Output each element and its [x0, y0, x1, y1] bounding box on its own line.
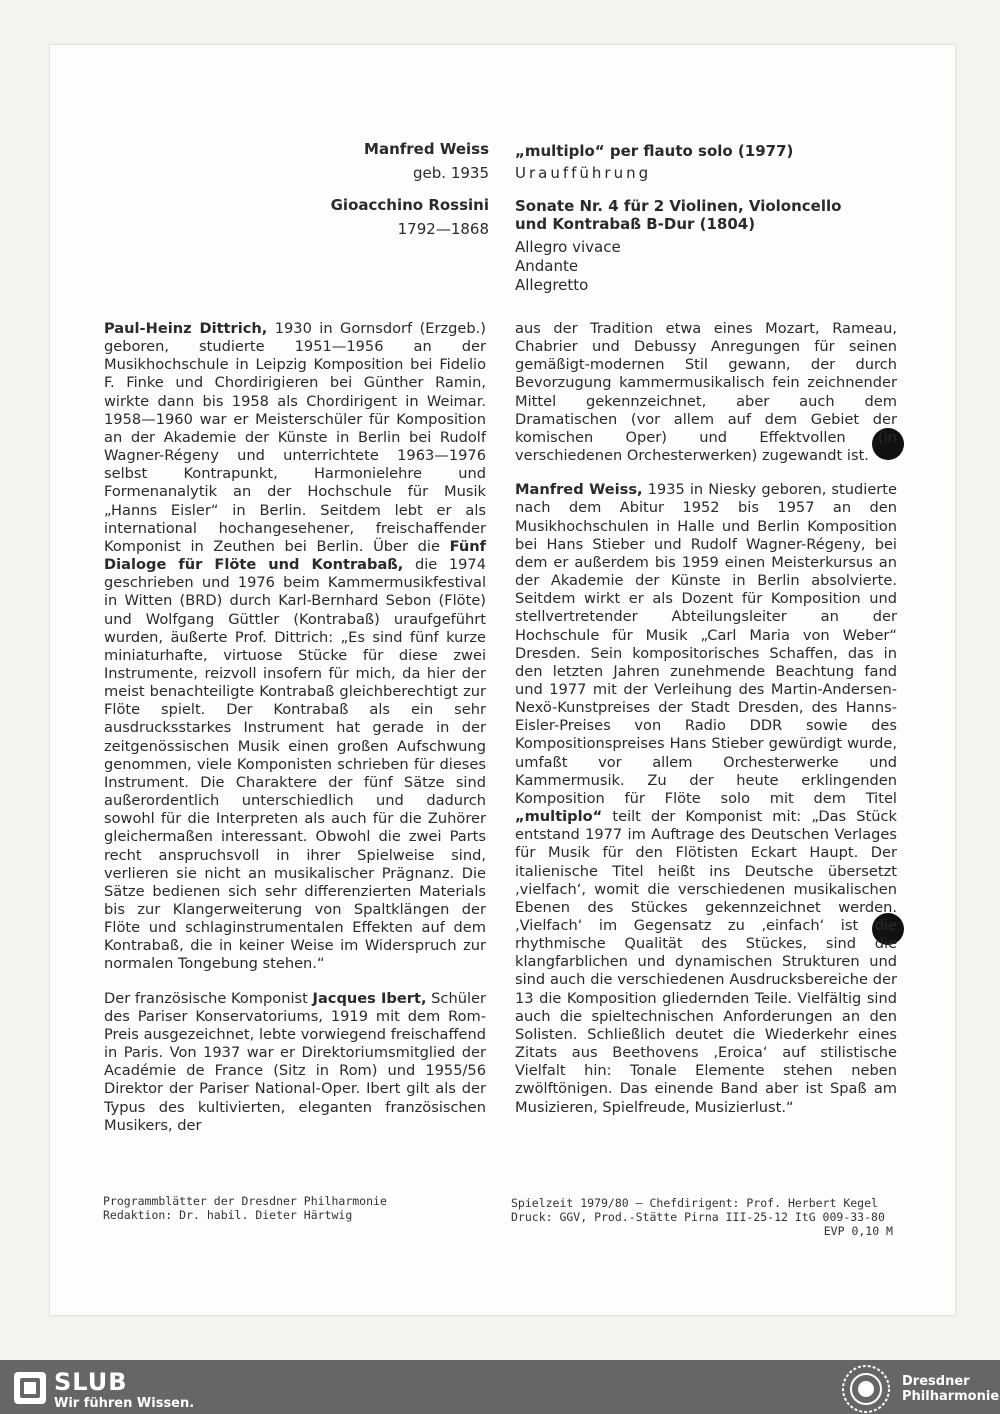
composer-name: Manfred Weiss, — [515, 481, 643, 499]
body-text: Schüler des Pariser Konservatoriums, 1919 mit dem Rom-Preis ausgezeichnet, lebte vorwiegend freischaffend in Paris. Von 1937 war er Direktoriumsmitglied der Académie de France (Sitz in Rom) und 1955/56 Direktor der Pariser National-Oper. Ibert gilt als der Typus des kultivierten, eleganten französischen Musikers, der — [104, 989, 486, 1134]
paragraph-dittrich — [104, 320, 486, 974]
body-text: 1930 in Gornsdorf (Erzgeb.) geboren, studierte 1951—1956 an der Musikhochschule in Leipzig Komposition bei Fidelio F. Finke und Chordirigieren bei Günther Ramin, wirkte dann bis 1958 als Chordirigent in Weimar. 1958—1960 war er Meisterschüler für Komposition an der Akademie der Künste in Berlin bei Rudolf Wagner-Régeny und unterrichtete 1963—1976 selbst Kontrapunkt, Harmonielehre und Formenanalytik an der Hochschule für Musik „Hanns Eisler“ in Berlin. Seitdem lebt er als international hochangesehener, freischaffender Komponist in Zeuthen bei Berlin. Über die — [104, 320, 487, 555]
body-text: Der französische Komponist — [104, 989, 313, 1007]
season-line: Spielzeit 1979/80 — Chefdirigent: Prof. Herbert Kegel — [511, 1196, 878, 1210]
left-column — [104, 320, 486, 1151]
slub-logo-icon — [14, 1372, 46, 1404]
movement: Allegretto — [515, 276, 589, 294]
body-text: 1935 in Niesky geboren, studierte nach dem Abitur 1952 bis 1957 an den Musikhochschulen in Halle und Berlin Komposition bei Hans Stieber und Rudolf Wagner-Régeny, bei dem er außerdem bis 1959 einen Meisterkursus an der Akademie der Künste in Berlin absolvierte. Seitdem wirkt er als Dozent für Komposition und stellvertretender Abteilungsleiter an der Hochschule für Musik „Carl Maria von Weber“ Dresden. Sein kompositorisches Schaffen, das in den letzten Jahren zunehmende Beachtung fand und 1977 mit der Verleihung des Martin-Andersen-Nexö-Kunstpreises der Stadt Dresden, des Hanns-Eisler-Preises von Radio DDR sowie des Kompositionspreises Hans Stieber gewürdigt wurde, umfaßt vor allem Orchesterwerke und Kammermusik. Zu der heute erklingenden Komposition für Flöte solo mit dem Titel — [515, 481, 897, 807]
philharmonie-name — [902, 1374, 999, 1404]
right-column — [515, 320, 897, 1133]
work-title: „multiplo“ per flauto solo (1977) — [515, 142, 794, 160]
movement: Andante — [515, 257, 579, 275]
composer-name: Manfred Weiss — [364, 140, 489, 158]
work-title: Sonate Nr. 4 für 2 Violinen, Violoncello — [515, 197, 842, 215]
body-text: aus der Tradition etwa eines Mozart, Rameau, Chabrier und Debussy Anregungen für seinen gemäßigt-modernen Stil gewann, der durch Bevorzugung kammermusikalisch fein zeichnender Mittel gekennzeichnet, aber auch dem Dramatischen (vor allem auf dem Gebiet der komischen Oper) und Effektvollen (in verschiedenen Orchesterwerken) zugewandt ist. — [515, 320, 897, 465]
publisher-line: Programmblätter der Dresdner Philharmonie — [103, 1194, 387, 1208]
composer-dates: geb. 1935 — [413, 164, 489, 182]
slub-tagline: Wir führen Wissen. — [54, 1396, 195, 1411]
slub-name: SLUB — [54, 1368, 128, 1396]
body-text: teilt der Komponist mit: „Das Stück entstand 1977 im Auftrage des Deutschen Verlages für Musik für den Flötisten Eckart Haupt. Der italienische Titel heißt ins Deutsche übersetzt ‚vielfach‘, womit die verschiedenen musikalischen Ebenen des Stückes gekennzeichnet werden. ‚Vielfach‘ im Gegensatz zu ‚einfach‘ ist die rhythmische Qualität des Stückes, sind die klangfarblichen und dynamischen Strukturen und sind auch die verschiedenen Ausdrucksbereiche der 13 die Komposition gliedernden Teile. Vielfältig sind auch die spieltechnischen Anforderungen an den Solisten. Schließlich deutet die Wiederkehr eines Zitats aus Beethovens ‚Eroica‘ auf stilistische Vielfalt hin: Tonale Elemente stehen neben zwölftönigen. Das einende Band aber ist Spaß am Musizieren, Spielfreude, Musizierlust.“ — [515, 808, 897, 1116]
movement: Allegro vivace — [515, 238, 621, 256]
composer-name: Gioacchino Rossini — [330, 196, 489, 214]
paragraph-ibert — [104, 990, 486, 1135]
philharmonie-logo-icon — [841, 1364, 891, 1414]
work-title-cont: und Kontrabaß B-Dur (1804) — [515, 215, 756, 233]
bottom-bar — [0, 1360, 1000, 1414]
print-line: Druck: GGV, Prod.-Stätte Pirna III-25-12 ItG 009-33-80 — [511, 1210, 885, 1224]
composer-name: Jacques Ibert, — [312, 989, 427, 1007]
premiere-note: Uraufführung — [515, 164, 652, 182]
paragraph-weiss — [515, 481, 897, 1116]
price-line: EVP 0,10 M — [823, 1224, 893, 1238]
paragraph-ibert-cont — [515, 320, 897, 465]
footer-left — [103, 1194, 387, 1222]
philharmonie-name-line1: Dresdner — [902, 1374, 970, 1389]
composer-name: Paul-Heinz Dittrich, — [104, 320, 268, 337]
footer-right — [511, 1196, 893, 1238]
composer-dates: 1792—1868 — [397, 220, 489, 238]
work-title: Fünf Dialoge für Flöte und Kontrabaß, — [104, 537, 486, 574]
editor-line: Redaktion: Dr. habil. Dieter Härtwig — [103, 1208, 353, 1222]
body-text: die 1974 geschrieben und 1976 beim Kammermusikfestival in Witten (BRD) durch Karl-Bernhard Sebon (Flöte) und Wolfgang Güttler (Kontrabaß) uraufgeführt wurden, äußerte Prof. Dittrich: „Es sind fünf kurze miniaturhafte, virtuose Stücke für diese zwei Instrumente, reizvoll insofern für mich, da hier der meist benachteiligte Kontrabaß gleichberechtigt zur Flöte spielt. Der Kontrabaß als ein sehr ausdrucksstarkes Instrument hat gerade in der zeitgenössischen Musik einen großen Aufschwung genommen, viele Komponisten schrieben für dieses Instrument. Die Charaktere der fünf Sätze sind außerordentlich unterschiedlich und dadurch sowohl für die Interpreten als auch für die Zuhörer gleichermaßen interessant. Obwohl die zwei Parts recht anspruchsvoll in ihrer Spielweise sind, verlieren sie nicht an musikalischer Prägnanz. Die Sätze bedienen sich sehr differenzierten Materials bis zur Klangerweiterung von Spaltklängen der Flöte und schlaginstrumentalen Effekten auf dem Kontrabaß, die in keiner Weise im Widerspruch zur normalen Tongebung stehen.“ — [104, 556, 486, 973]
work-title: „multiplo“ — [515, 808, 603, 826]
philharmonie-name-line2: Philharmonie — [902, 1389, 1000, 1404]
